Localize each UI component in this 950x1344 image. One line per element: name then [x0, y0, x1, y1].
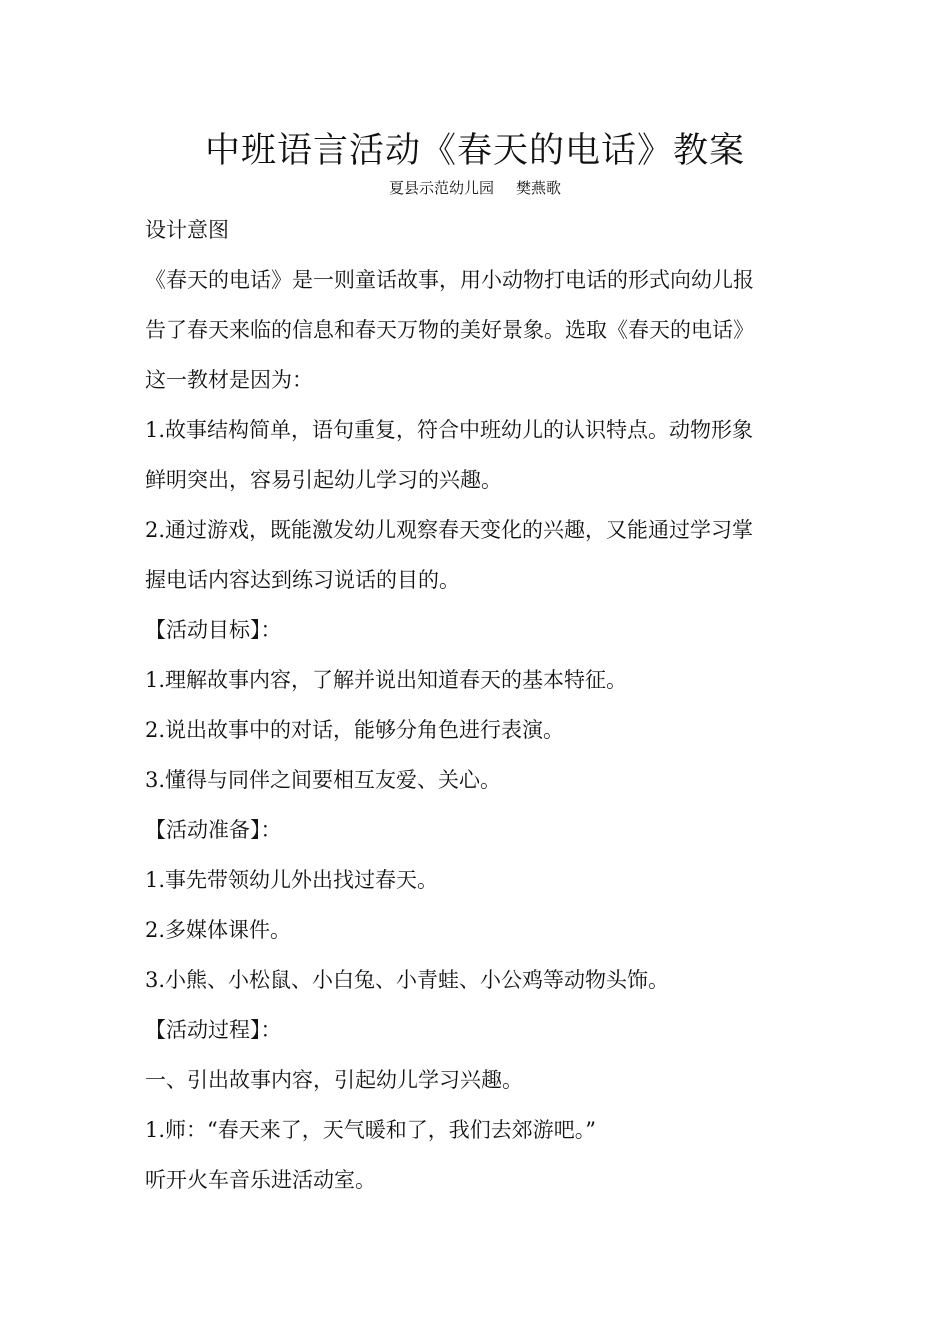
author-org: 夏县示范幼儿园	[388, 179, 494, 197]
prep-heading: 【活动准备】：	[145, 818, 282, 842]
document-title: 中班语言活动《春天的电话》教案	[204, 131, 745, 171]
paragraph-line: 告了春天来临的信息和春天万物的美好景象。选取《春天的电话》	[145, 318, 754, 342]
paragraph-line: 《春天的电话》是一则童话故事，用小动物打电话的形式向幼儿报	[145, 268, 754, 292]
author-name: 樊燕歌	[516, 179, 562, 197]
paragraph-line: 握电话内容达到练习说话的目的。	[145, 568, 460, 592]
list-item: 1.事先带领幼儿外出找过春天。	[145, 868, 439, 892]
list-item: 听开火车音乐进活动室。	[145, 1168, 376, 1192]
list-item: 1.师：“春天来了，天气暖和了，我们去郊游吧。”	[145, 1118, 597, 1142]
list-item: 3.小熊、小松鼠、小白兔、小青蛙、小公鸡等动物头饰。	[145, 968, 670, 992]
document-body	[145, 205, 810, 1205]
list-item: 2.多媒体课件。	[145, 918, 292, 942]
list-item: 3.懂得与同伴之间要相互友爱、关心。	[145, 768, 502, 792]
author-line	[0, 178, 950, 198]
paragraph-line: 1.故事结构简单，语句重复，符合中班幼儿的认识特点。动物形象	[145, 418, 754, 442]
goals-heading: 【活动目标】：	[145, 618, 282, 642]
process-heading: 【活动过程】：	[145, 1018, 282, 1042]
list-item: 1.理解故事内容，了解并说出知道春天的基本特征。	[145, 668, 628, 692]
design-heading: 设计意图	[145, 218, 229, 242]
paragraph-line: 鲜明突出，容易引起幼儿学习的兴趣。	[145, 468, 502, 492]
paragraph-line: 2.通过游戏，既能激发幼儿观察春天变化的兴趣，又能通过学习掌	[145, 518, 754, 542]
list-item: 2.说出故事中的对话，能够分角色进行表演。	[145, 718, 565, 742]
list-item: 一、引出故事内容，引起幼儿学习兴趣。	[145, 1068, 523, 1092]
paragraph-line: 这一教材是因为：	[145, 368, 313, 392]
